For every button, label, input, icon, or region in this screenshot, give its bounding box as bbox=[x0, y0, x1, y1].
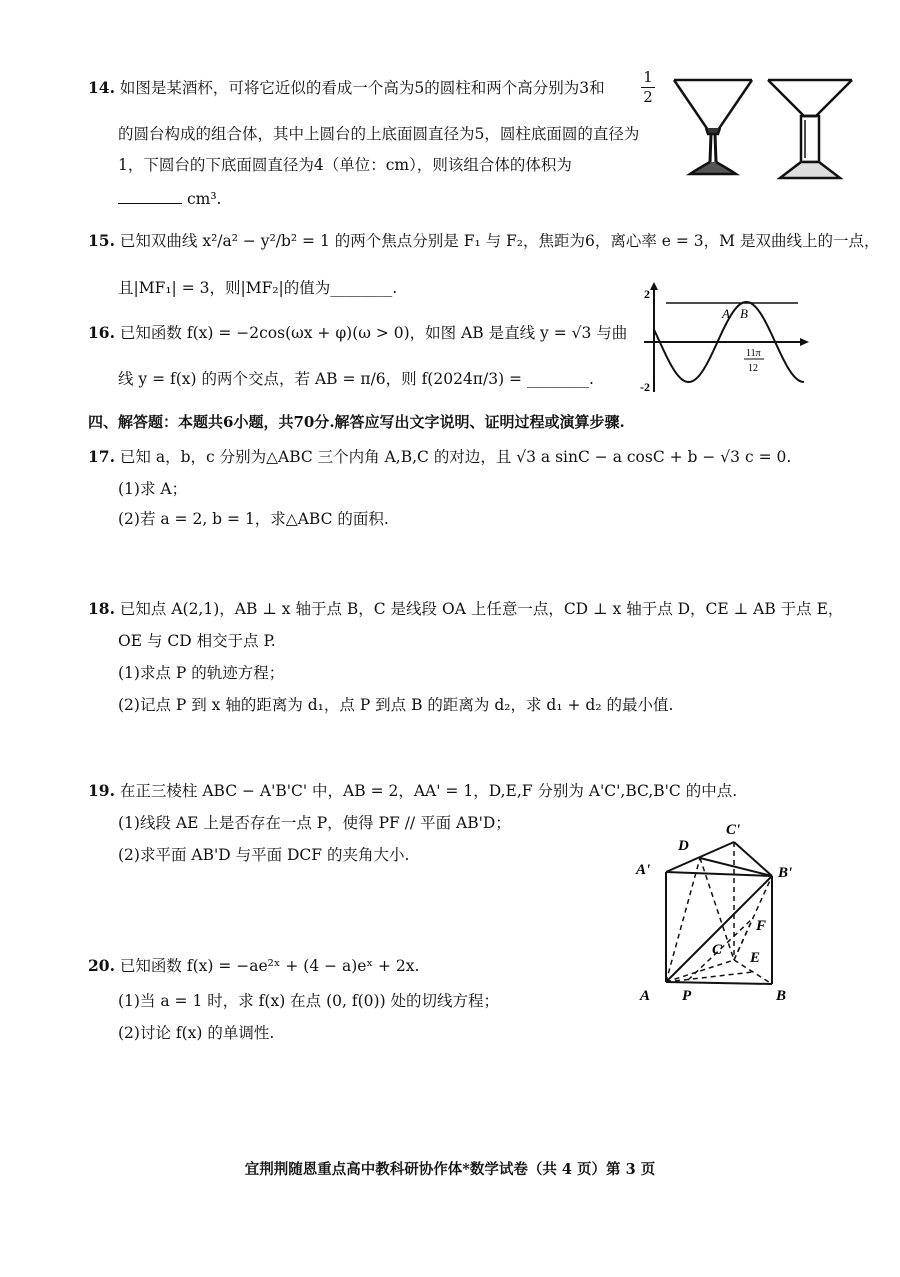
graph-label-12: 12 bbox=[748, 363, 758, 374]
q14-line3: 1，下圆台的下底面圆直径为4（单位：cm），则该组合体的体积为 bbox=[118, 156, 572, 174]
q18-line1 bbox=[88, 598, 843, 620]
wine-glass-left bbox=[674, 80, 752, 174]
label-e: E bbox=[750, 950, 761, 966]
label-a-prime: A' bbox=[636, 862, 651, 878]
label-c-prime: C' bbox=[726, 822, 741, 838]
q17-text-1: 已知 a，b，c 分别为△ABC 三个内角 A,B,C 的对边，且 √3 a sinC − a cosC + b − √3 c = 0. bbox=[119, 448, 792, 466]
label-c: C bbox=[712, 942, 723, 958]
q18-part2: (2)记点 P 到 x 轴的距离为 d₁，点 P 到点 B 的距离为 d₂，求 d₁ + d₂ 的最小值. bbox=[118, 696, 674, 714]
prism-figure bbox=[630, 812, 810, 1007]
q15-number: 15. bbox=[88, 231, 115, 250]
edge-a-b bbox=[666, 982, 772, 984]
graph-label-2: 2 bbox=[644, 287, 650, 301]
label-d: D bbox=[678, 838, 689, 854]
q14-number: 14. bbox=[88, 78, 115, 97]
q14-line2: 的圆台构成的组合体，其中上圆台的上底面圆直径为5，圆柱底面圆的直径为 bbox=[118, 125, 640, 143]
q19-text-1: 在正三棱柱 ABC − A'B'C' 中，AB = 2，AA' = 1，D,E,F 分别为 A'C',BC,B'C 的中点. bbox=[119, 782, 738, 800]
q19-part1: (1)线段 AE 上是否存在一点 P，使得 PF // 平面 AB'D； bbox=[118, 814, 511, 832]
q16-line2: 线 y = f(x) 的两个交点，若 AB = π/6，则 f(2024π/3) = ________. bbox=[118, 370, 594, 388]
q16-text-1: 已知函数 f(x) = −2cos(ωx + φ)(ω > 0)，如图 AB 是直线 y = √3 与曲 bbox=[119, 324, 628, 342]
page-footer: 宜荆荆随恩重点高中教科研协作体*数学试卷（共 4 页）第 3 页 bbox=[244, 1161, 656, 1178]
cosine-graph bbox=[636, 280, 816, 395]
q17-part2: (2)若 a = 2, b = 1，求△ABC 的面积. bbox=[118, 510, 389, 528]
q19-line1 bbox=[88, 780, 737, 802]
q16-line1 bbox=[88, 322, 627, 344]
q18-text-1: 已知点 A(2,1)，AB ⊥ x 轴于点 B，C 是线段 OA 上任意一点，CD ⊥ x 轴于点 D，CE ⊥ AB 于点 E， bbox=[119, 600, 844, 618]
graph-y-arrow bbox=[650, 282, 658, 290]
q16-number: 16. bbox=[88, 323, 115, 342]
q15-text-1: 已知双曲线 x²/a² − y²/b² = 1 的两个焦点分别是 F₁ 与 F₂，焦距为6，离心率 e = 3，M 是双曲线上的一点， bbox=[119, 232, 880, 250]
q20-part1: (1)当 a = 1 时，求 f(x) 在点 (0, f(0)) 处的切线方程； bbox=[118, 992, 500, 1010]
q14-line4 bbox=[118, 188, 221, 210]
q14-fraction-num: 1 bbox=[643, 68, 653, 86]
q14-fraction bbox=[641, 68, 655, 106]
q17-line1 bbox=[88, 446, 791, 468]
q14-unit: cm³. bbox=[186, 190, 222, 208]
q18-part1: (1)求点 P 的轨迹方程； bbox=[118, 664, 285, 682]
q19-number: 19. bbox=[88, 781, 115, 800]
edge-a1-c1 bbox=[666, 842, 734, 872]
wine-glass-figure bbox=[668, 70, 868, 190]
graph-label-11pi: 11π bbox=[746, 348, 761, 359]
q14-line1 bbox=[88, 77, 605, 99]
q15-line2: 且|MF₁| = 3，则|MF₂|的值为________. bbox=[118, 279, 398, 297]
q20-text-1: 已知函数 f(x) = −ae²ˣ + (4 − a)eˣ + 2x. bbox=[119, 957, 420, 975]
graph-label-neg2: -2 bbox=[640, 380, 650, 394]
label-p: P bbox=[682, 988, 692, 1004]
graph-label-a: A bbox=[722, 306, 730, 321]
q15-line1 bbox=[88, 230, 879, 252]
label-f: F bbox=[756, 918, 767, 934]
q20-number: 20. bbox=[88, 956, 115, 975]
graph-label-b: B bbox=[740, 306, 748, 321]
label-a: A bbox=[640, 988, 651, 1004]
q17-part1: (1)求 A； bbox=[118, 480, 188, 498]
q20-line1 bbox=[88, 955, 419, 977]
q19-part2: (2)求平面 AB'D 与平面 DCF 的夹角大小. bbox=[118, 846, 410, 864]
q18-number: 18. bbox=[88, 599, 115, 618]
q14-text-1: 如图是某酒杯，可将它近似的看成一个高为5的圆柱和两个高分别为3和 bbox=[119, 79, 605, 97]
graph-x-arrow bbox=[800, 338, 809, 346]
q20-part2: (2)讨论 f(x) 的单调性. bbox=[118, 1024, 275, 1042]
wine-glass-right bbox=[768, 80, 852, 178]
q17-number: 17. bbox=[88, 447, 115, 466]
label-b: B bbox=[776, 988, 787, 1004]
line-a-d bbox=[666, 858, 700, 982]
label-b-prime: B' bbox=[778, 865, 793, 881]
q14-blank bbox=[118, 189, 182, 204]
q14-fraction-den: 2 bbox=[641, 87, 655, 106]
q18-line2: OE 与 CD 相交于点 P. bbox=[118, 632, 276, 650]
section4-heading: 四、解答题：本题共6小题，共70分.解答应写出文字说明、证明过程或演算步骤. bbox=[88, 413, 625, 431]
